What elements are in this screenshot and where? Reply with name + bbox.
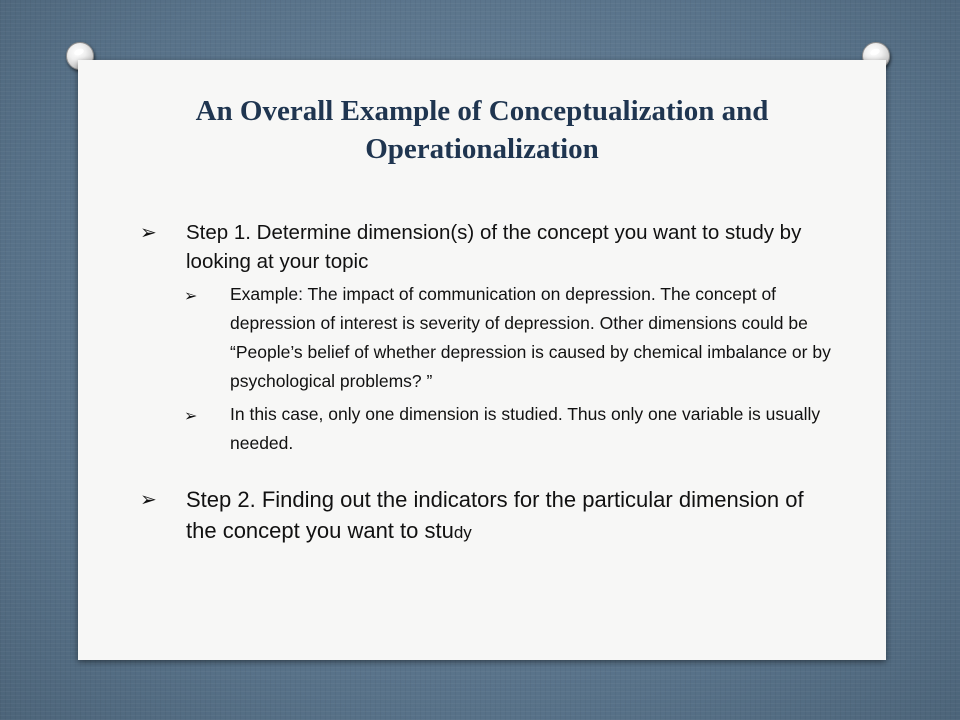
slide-content — [138, 218, 838, 548]
spacer — [138, 458, 838, 484]
arrow-bullet-icon: ➢ — [140, 220, 157, 244]
sub-bullet-text: In this case, only one dimension is studied. Thus only one variable is usually needed. — [230, 404, 821, 453]
arrow-bullet-icon: ➢ — [140, 487, 157, 511]
sub-bullet-example — [184, 280, 838, 396]
arrow-bullet-icon: ➢ — [184, 286, 198, 305]
arrow-bullet-icon: ➢ — [184, 406, 198, 425]
slide-title: An Overall Example of Conceptualization and Operationalization — [195, 95, 769, 165]
bullet-step-1 — [138, 218, 838, 276]
sub-bullet-text: Example: The impact of communication on depression. The concept of depression of interest is severity of depression. Other dimensions could be “People’s belief of whether depression is caused by chemical imbalance or by psychological problems? ” — [230, 284, 831, 391]
bullet-text: Step 1. Determine dimension(s) of the concept you want to study by looking at your topic — [186, 221, 802, 273]
bullet-step-2 — [138, 484, 838, 548]
bullet-text: Step 2. Finding out the indicators for the particular dimension of the concept you want to stu — [186, 487, 804, 543]
bullet-text-tail: dy — [453, 523, 472, 542]
sub-bullet-one-dimension — [184, 400, 838, 458]
